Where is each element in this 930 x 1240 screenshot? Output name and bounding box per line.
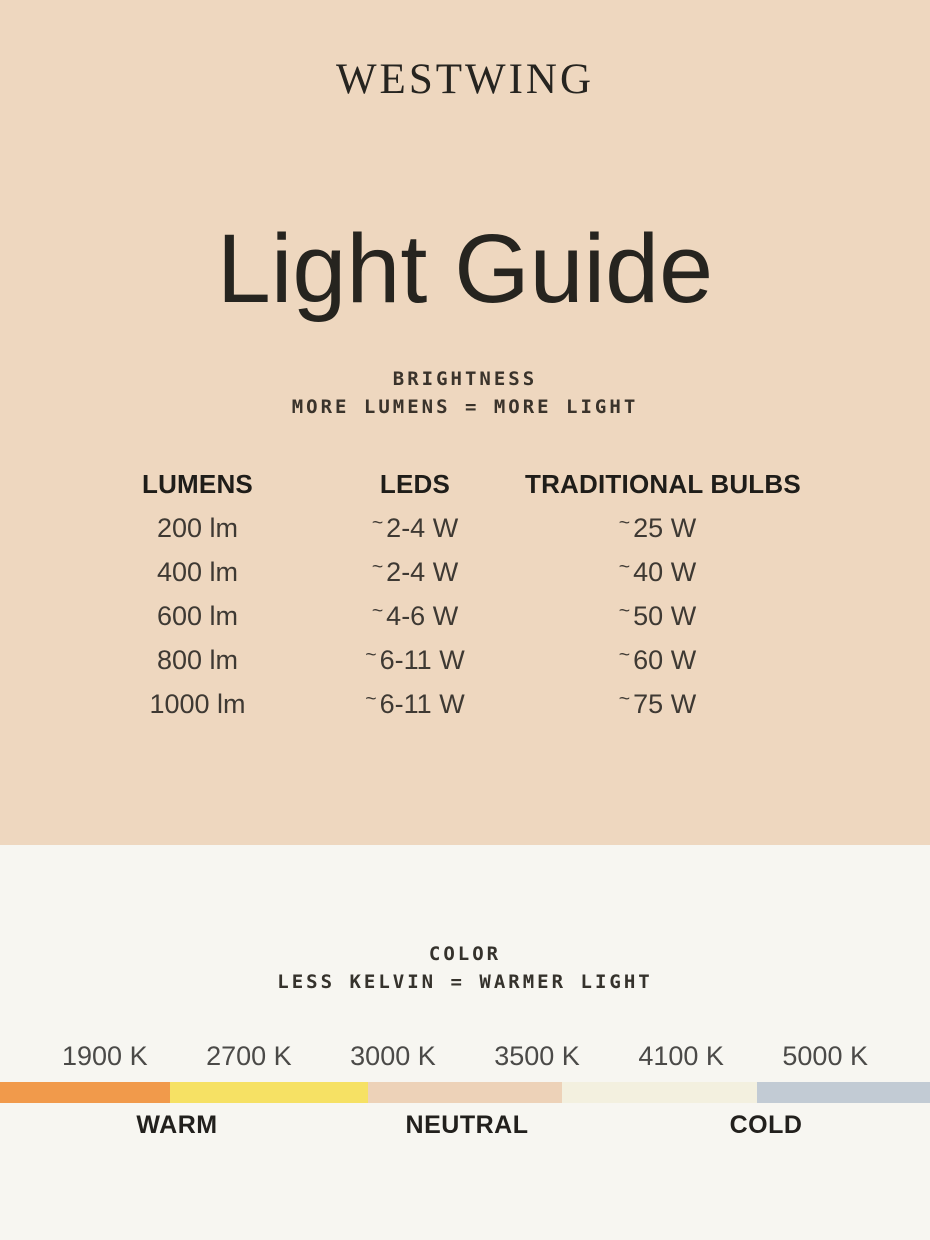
approx-symbol: ~ <box>618 687 631 710</box>
kelvin-scale-labels <box>0 1041 930 1072</box>
approx-symbol: ~ <box>618 643 631 666</box>
table-cell-value: 40 W <box>633 557 697 587</box>
kelvin-label: 2700 K <box>206 1041 292 1071</box>
table-cell-value: 60 W <box>633 645 697 675</box>
table-cell-lumens: 1000 lm <box>149 689 246 719</box>
table-cell-value: 2-4 W <box>386 513 459 543</box>
temperature-segment-neutral-cream <box>562 1082 757 1103</box>
page-title: Light Guide <box>216 213 714 323</box>
column-header-leds: LEDS <box>379 469 451 499</box>
table-cell-lumens: 600 lm <box>156 601 239 631</box>
lumens-table <box>90 462 801 726</box>
approx-symbol: ~ <box>371 555 384 578</box>
kelvin-label: 5000 K <box>782 1041 868 1071</box>
temperature-label-neutral: NEUTRAL <box>405 1111 529 1139</box>
table-cell-value: 50 W <box>633 601 697 631</box>
table-cell-bulbs <box>525 638 790 682</box>
color-heading: COLOR <box>428 943 502 965</box>
table-cell-leds <box>305 594 525 638</box>
column-header-lumens: LUMENS <box>142 469 253 499</box>
table-cell-value: 75 W <box>633 689 697 719</box>
color-temperature-bar <box>0 1082 930 1103</box>
table-cell-lumens: 800 lm <box>156 645 239 675</box>
kelvin-label: 3000 K <box>350 1041 436 1071</box>
approx-symbol: ~ <box>371 599 384 622</box>
table-cell-leds <box>305 550 525 594</box>
column-header-traditional-bulbs: TRADITIONAL BULBS <box>525 469 801 499</box>
temperature-segment-warm-orange <box>0 1082 170 1103</box>
approx-symbol: ~ <box>618 599 631 622</box>
color-subheading: LESS KELVIN = WARMER LIGHT <box>277 971 653 993</box>
approx-symbol: ~ <box>618 555 631 578</box>
table-cell-lumens: 400 lm <box>156 557 239 587</box>
approx-symbol: ~ <box>365 643 377 666</box>
table-cell-lumens: 200 lm <box>156 513 239 543</box>
temperature-segment-warm-yellow <box>170 1082 368 1103</box>
temperature-label-warm: WARM <box>136 1111 218 1139</box>
approx-symbol: ~ <box>618 511 631 534</box>
table-cell-value: 2-4 W <box>386 557 459 587</box>
table-cell-leds <box>305 506 525 550</box>
approx-symbol: ~ <box>365 687 377 710</box>
kelvin-label: 1900 K <box>62 1041 148 1071</box>
temperature-label-cold: COLD <box>729 1111 803 1139</box>
table-cell-bulbs <box>525 506 790 550</box>
table-cell-value: 6-11 W <box>379 645 465 675</box>
brand-logo: WESTWING <box>335 56 595 103</box>
brightness-subheading: MORE LUMENS = MORE LIGHT <box>291 396 639 418</box>
kelvin-label: 4100 K <box>638 1041 724 1071</box>
table-cell-bulbs <box>525 594 790 638</box>
table-cell-bulbs <box>525 550 790 594</box>
kelvin-label: 3500 K <box>494 1041 580 1071</box>
temperature-segment-neutral-peach <box>368 1082 562 1103</box>
table-cell-value: 4-6 W <box>386 601 459 631</box>
brightness-heading: BRIGHTNESS <box>392 368 538 390</box>
table-cell-value: 6-11 W <box>379 689 465 719</box>
table-cell-value: 25 W <box>633 513 697 543</box>
approx-symbol: ~ <box>371 511 384 534</box>
table-cell-leds <box>305 682 525 726</box>
color-section <box>0 845 930 1240</box>
temperature-labels <box>0 1108 930 1142</box>
table-cell-bulbs <box>525 682 790 726</box>
table-cell-leds <box>305 638 525 682</box>
temperature-segment-cold-blue <box>757 1082 930 1103</box>
